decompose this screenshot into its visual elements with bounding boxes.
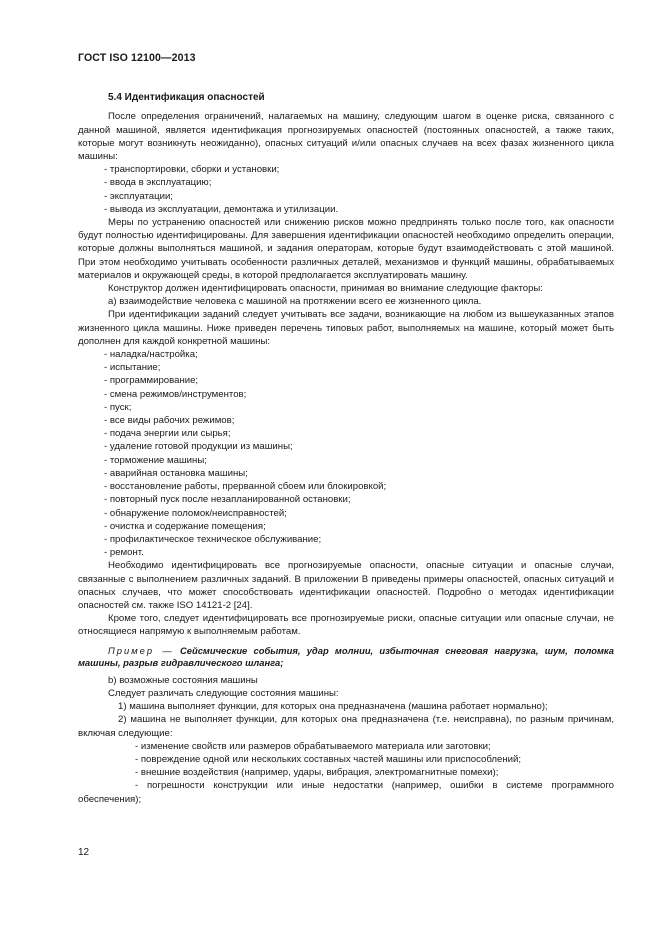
- paragraph-states: Следует различать следующие состояния машины:: [108, 687, 339, 699]
- list-item: - очистка и содержание помещения;: [104, 520, 266, 532]
- list-item: - смена режимов/инструментов;: [104, 388, 247, 400]
- list-item: - внешние воздействия (например, удары, вибрация, электромагнитные помехи);: [135, 767, 499, 779]
- malfunction-cause-list: [78, 740, 614, 806]
- example-label: Пример —: [108, 644, 174, 656]
- page-body: [78, 52, 614, 806]
- list-item: - все виды рабочих режимов;: [104, 415, 235, 427]
- list-item: - погрешности конструкции или иные недостатки (например, ошибки в системе программного обеспечения);: [78, 780, 614, 805]
- list-item: - обнаружение поломок/неисправностей;: [104, 507, 287, 519]
- list-item: - профилактическое техническое обслуживание;: [104, 533, 322, 545]
- list-item: - повреждение одной или нескольких составных частей машины или приспособлений;: [135, 753, 522, 765]
- list-item: - восстановление работы, прерванной сбоем или блокировкой;: [104, 481, 387, 493]
- item-a: а) взаимодействие человека с машиной на протяжении всего ее жизненного цикла.: [108, 296, 482, 308]
- list-item: - повторный пуск после незапланированной остановки;: [104, 494, 351, 506]
- page-number: 12: [78, 847, 90, 858]
- example-note: [78, 645, 614, 670]
- list-item: - эксплуатации;: [104, 190, 173, 202]
- list-item: - удаление готовой продукции из машины;: [104, 441, 293, 453]
- list-item: - вывода из эксплуатации, демонтажа и утилизации.: [104, 203, 339, 215]
- list-item: - программирование;: [104, 375, 199, 387]
- list-item: - наладка/настройка;: [104, 349, 198, 361]
- list-item: - торможение машины;: [104, 454, 207, 466]
- paragraph-tasks: При идентификации заданий следует учитывать все задачи, возникающие на любом из вышеуказанных этапов жизненного цикла машины. Ниже приведен перечень типовых работ, выполняемых на машине, который может быть дополнен для каждой конкретной машины:: [78, 309, 614, 347]
- list-item: - изменение свойств или размеров обрабатываемого материала или заготовки;: [135, 740, 491, 752]
- list-item: - ремонт.: [104, 547, 144, 559]
- list-item: - транспортировки, сборки и установки;: [104, 164, 280, 176]
- paragraph-intro: После определения ограничений, налагаемых на машину, следующим шагом в оценке риска, связанного с данной машиной, является идентификация прогнозируемых опасностей (постоянных опасностей, а также таких, которые могут возникнуть неожиданно), опасных ситуаций и/или опасных случаев на всех фазах жизненного цикла машины:: [78, 111, 614, 163]
- numbered-item-2: 2) машина не выполняет функции, для которых она предназначена (т.е. неисправна), по разным причинам, включая следующие:: [78, 714, 614, 739]
- paragraph-identify: Необходимо идентифицировать все прогнозируемые опасности, опасные ситуации и опасные случаи, связанные с выполнением различных заданий. В приложении В приведены примеры опасностей, опасных ситуаций и опасных случаев, что может способствовать идентификации опасностей. Подробно о методах идентификации опасностей см. также ISO 14121-2 [24].: [78, 560, 614, 611]
- paragraph-designer: Конструктор должен идентифицировать опасности, принимая во внимание следующие факторы:: [108, 283, 543, 295]
- list-item: - пуск;: [104, 401, 132, 413]
- lifecycle-phase-list: [78, 163, 614, 216]
- list-item: - испытание;: [104, 362, 161, 374]
- item-b: b) возможные состояния машины: [108, 674, 258, 686]
- example-text: Сейсмические события, удар молнии, избыточная снеговая нагрузка, шум, поломка машины, разрыв гидравлического шланга;: [78, 644, 614, 669]
- list-item: - ввода в эксплуатацию;: [104, 177, 212, 189]
- section-title: 5.4 Идентификация опасностей: [108, 92, 265, 104]
- numbered-item-1: 1) машина выполняет функции, для которых она предназначена (машина работает нормально);: [118, 701, 548, 713]
- paragraph-measures: Меры по устранению опасностей или снижению рисков можно предпринять только после того, как опасности будут полностью идентифицированы. Для завершения идентификации опасностей необходимо определить операции, которые должны выполняться машиной, и задания операторам, которые будут взаимодействовать с этой машиной. При этом необходимо учитывать особенности различных деталей, механизмов и функций машины, обрабатываемых материалов и окружающей среды, в которой предполагается эксплуатировать машину.: [78, 217, 614, 281]
- list-item: - аварийная остановка машины;: [104, 467, 248, 479]
- task-list: [78, 348, 614, 559]
- list-item: - подача энергии или сырья;: [104, 428, 231, 440]
- document-header: ГОСТ ISO 12100—2013: [78, 52, 196, 64]
- paragraph-additional: Кроме того, следует идентифицировать все прогнозируемые риски, опасные ситуации или опасные случаи, не относящиеся напрямую к выполняемым работам.: [78, 613, 614, 638]
